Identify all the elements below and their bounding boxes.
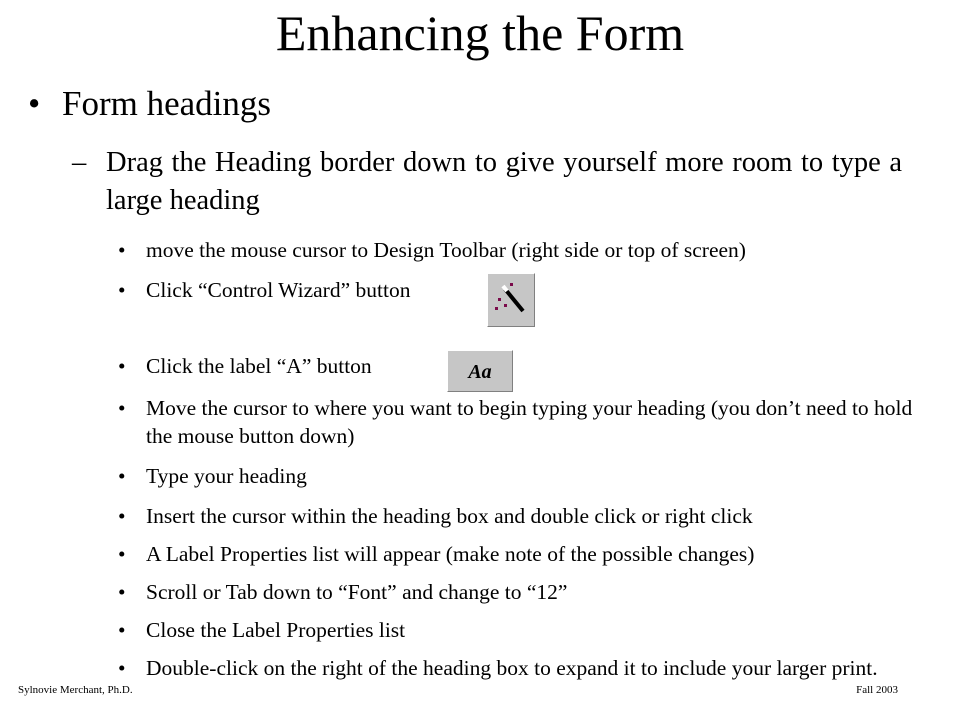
list-item — [118, 502, 913, 530]
bullet-marker: • — [118, 618, 126, 642]
bullet-text: Form headings — [62, 84, 272, 123]
bullet-marker: • — [118, 656, 126, 680]
list-item-text: Type your heading — [146, 464, 307, 488]
list-item-text: move the mouse cursor to Design Toolbar (right side or top of screen) — [146, 238, 746, 262]
bullet-marker: • — [118, 580, 126, 604]
magic-wand-icon — [488, 274, 534, 326]
bullet-marker: • — [118, 504, 126, 528]
sub-bullet-drag-heading — [72, 144, 902, 220]
list-item-text: Move the cursor to where you want to begin typing your heading (you don’t need to hold the mouse button down) — [146, 396, 913, 448]
bullet-marker: • — [118, 464, 126, 488]
label-a-button-icon[interactable] — [447, 350, 513, 392]
slide-title: Enhancing the Form — [275, 5, 685, 61]
list-item — [118, 462, 913, 490]
list-item — [118, 654, 913, 682]
footer-date: Fall 2003 — [856, 684, 898, 696]
dash-marker: – — [72, 147, 87, 178]
list-item-text: Close the Label Properties list — [146, 618, 406, 642]
list-item — [118, 578, 913, 606]
list-item — [118, 540, 913, 568]
list-item — [118, 352, 913, 380]
footer-author: Sylnovie Merchant, Ph.D. — [18, 684, 133, 696]
bullet-marker: • — [118, 238, 126, 262]
list-item — [118, 394, 913, 450]
list-item-text: A Label Properties list will appear (make note of the possible changes) — [146, 542, 755, 566]
list-item-text: Insert the cursor within the heading box and double click or right click — [146, 504, 753, 528]
bullet-marker: • — [118, 278, 126, 302]
bullet-marker: • — [118, 396, 126, 420]
list-item-text: Scroll or Tab down to “Font” and change to “12” — [146, 580, 568, 604]
control-wizard-icon[interactable] — [487, 273, 535, 327]
bullet-marker: • — [28, 84, 41, 123]
bullet-form-headings — [28, 80, 271, 128]
list-item-text: Click the label “A” button — [146, 354, 372, 378]
list-item — [118, 236, 913, 264]
label-icon-text: Aa — [468, 361, 492, 383]
list-item — [118, 616, 913, 644]
bullet-marker: • — [118, 354, 126, 378]
list-item-text: Double-click on the right of the heading box to expand it to include your larger print. — [146, 656, 878, 680]
sub-bullet-text: Drag the Heading border down to give yourself more room to type a large heading — [106, 147, 902, 216]
bullet-marker: • — [118, 542, 126, 566]
list-item-text: Click “Control Wizard” button — [146, 278, 411, 302]
